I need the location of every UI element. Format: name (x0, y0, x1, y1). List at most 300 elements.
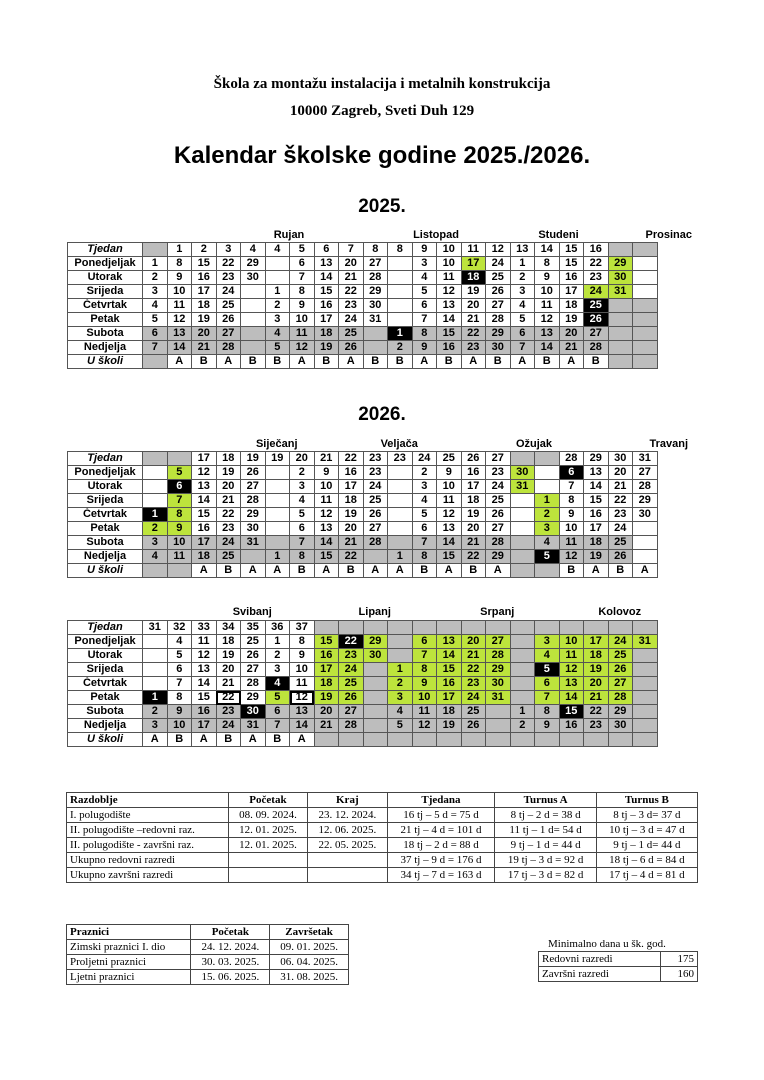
week-number-cell (486, 621, 511, 635)
year-heading: 2026. (358, 404, 406, 425)
day-cell: 1 (510, 257, 535, 271)
day-cell: 13 (314, 522, 339, 536)
day-cell (388, 299, 413, 313)
day-cell: 2 (290, 466, 315, 480)
table-cell: 8 tj – 3 d= 37 d (596, 808, 697, 823)
week-number-cell: 13 (510, 243, 535, 257)
table-cell: 17 tj – 3 d = 82 d (495, 868, 596, 883)
table-cell: Ukupno redovni razredi (67, 853, 229, 868)
day-cell (265, 466, 290, 480)
week-number-cell (510, 452, 535, 466)
day-cell: 12 (192, 466, 217, 480)
day-cell: 25 (363, 494, 388, 508)
day-cell: 5 (412, 508, 437, 522)
day-cell: 18 (437, 705, 462, 719)
day-cell (510, 635, 535, 649)
day-cell: 31 (241, 719, 266, 733)
day-cell: 20 (559, 327, 584, 341)
week-number-cell: 5 (290, 243, 315, 257)
table-cell: 175 (661, 952, 698, 967)
shift-cell (437, 733, 462, 747)
shift-cell: A (510, 355, 535, 369)
day-cell: 25 (241, 635, 266, 649)
table-row (67, 853, 698, 868)
day-cell: 23 (216, 271, 241, 285)
day-cell: 26 (241, 649, 266, 663)
day-cell: 24 (216, 536, 241, 550)
school-row (68, 355, 658, 369)
shift-cell: B (290, 564, 315, 578)
day-cell: 1 (143, 508, 168, 522)
day-cell: 17 (314, 663, 339, 677)
week-row (68, 452, 658, 466)
day-cell: 19 (314, 341, 339, 355)
shift-cell (314, 733, 339, 747)
day-cell: 18 (461, 271, 486, 285)
day-cell: 21 (314, 719, 339, 733)
month-label: Kolovoz (598, 606, 642, 618)
shift-cell: B (461, 564, 486, 578)
day-cell: 7 (412, 313, 437, 327)
day-cell: 24 (216, 719, 241, 733)
day-cell: 13 (437, 522, 462, 536)
shift-cell: B (314, 355, 339, 369)
table-cell: Proljetni praznici (67, 955, 191, 970)
day-cell: 14 (535, 341, 560, 355)
day-cell: 16 (192, 522, 217, 536)
month-label: Ožujak (515, 438, 553, 450)
day-cell: 23 (339, 299, 364, 313)
day-cell (241, 285, 266, 299)
table-row (539, 952, 698, 967)
week-number-cell: 4 (241, 243, 266, 257)
day-cell (143, 635, 168, 649)
day-cell (241, 327, 266, 341)
day-cell: 6 (559, 466, 584, 480)
day-cell: 28 (584, 341, 609, 355)
day-cell: 26 (216, 313, 241, 327)
day-cell: 16 (314, 649, 339, 663)
shift-cell (388, 733, 413, 747)
shift-cell: B (388, 355, 413, 369)
day-cell: 1 (265, 635, 290, 649)
day-cell: 24 (608, 522, 633, 536)
header-cell: Razdoblje (67, 793, 229, 808)
day-cell: 29 (241, 508, 266, 522)
shift-cell (535, 733, 560, 747)
day-cell: 5 (290, 508, 315, 522)
week-number-cell: 6 (314, 243, 339, 257)
day-cell: 17 (461, 480, 486, 494)
table-cell: 8 tj – 2 d = 38 d (495, 808, 596, 823)
day-cell: 10 (167, 719, 192, 733)
day-cell: 27 (486, 522, 511, 536)
day-cell: 25 (608, 649, 633, 663)
row-label: Srijeda (68, 285, 143, 299)
week-number-cell: 4 (265, 243, 290, 257)
day-row (68, 522, 658, 536)
day-cell: 2 (535, 508, 560, 522)
day-cell: 17 (584, 522, 609, 536)
day-cell: 28 (241, 677, 266, 691)
day-cell: 27 (363, 257, 388, 271)
day-cell: 18 (314, 677, 339, 691)
week-number-cell (143, 243, 168, 257)
day-cell: 22 (584, 257, 609, 271)
day-cell: 24 (486, 480, 511, 494)
week-number-cell (633, 621, 658, 635)
day-row (68, 299, 658, 313)
day-cell: 29 (241, 257, 266, 271)
day-cell (633, 550, 658, 564)
day-cell: 1 (143, 257, 168, 271)
shift-cell: B (216, 564, 241, 578)
table-cell: 08. 09. 2024. (228, 808, 307, 823)
day-cell: 8 (167, 257, 192, 271)
table-cell: Redovni razredi (539, 952, 661, 967)
day-cell: 30 (486, 677, 511, 691)
day-cell: 4 (265, 677, 290, 691)
day-cell: 6 (412, 299, 437, 313)
month-label: Rujan (273, 229, 305, 241)
day-cell: 3 (535, 635, 560, 649)
month-label: Studeni (538, 229, 579, 241)
week-number-cell: 26 (461, 452, 486, 466)
day-cell: 6 (290, 257, 315, 271)
day-cell: 11 (167, 550, 192, 564)
row-label: Petak (68, 313, 143, 327)
day-cell (143, 677, 168, 691)
table-row (539, 967, 698, 982)
holidays-table (66, 924, 349, 985)
day-cell: 14 (584, 480, 609, 494)
day-row (68, 257, 658, 271)
day-cell: 29 (486, 550, 511, 564)
day-cell: 4 (167, 635, 192, 649)
week-number-cell (388, 621, 413, 635)
shift-cell: A (363, 564, 388, 578)
row-label: Subota (68, 536, 143, 550)
day-cell: 24 (584, 285, 609, 299)
shift-cell: A (559, 355, 584, 369)
day-cell: 22 (608, 494, 633, 508)
table-cell: II. polugodište –redovni raz. (67, 823, 229, 838)
week-number-cell: 36 (265, 621, 290, 635)
row-label: Tjedan (68, 621, 143, 635)
day-cell: 22 (461, 550, 486, 564)
day-cell: 25 (584, 299, 609, 313)
day-cell: 18 (584, 649, 609, 663)
header-cell: Praznici (67, 925, 191, 940)
week-number-cell (559, 621, 584, 635)
table-cell: Ljetni praznici (67, 970, 191, 985)
day-cell: 20 (216, 480, 241, 494)
shift-cell: A (192, 564, 217, 578)
shift-cell: A (167, 355, 192, 369)
week-row (68, 621, 658, 635)
day-cell (633, 677, 658, 691)
day-cell: 2 (412, 466, 437, 480)
day-row (68, 719, 658, 733)
day-cell: 17 (192, 719, 217, 733)
minimum-days-title: Minimalno dana u šk. god. (548, 938, 666, 950)
day-cell: 9 (314, 466, 339, 480)
day-cell: 15 (584, 494, 609, 508)
day-cell (388, 635, 413, 649)
day-row (68, 635, 658, 649)
day-cell: 19 (339, 508, 364, 522)
table-cell (308, 868, 387, 883)
day-cell (633, 341, 658, 355)
header-cell: Kraj (308, 793, 387, 808)
day-cell: 6 (167, 663, 192, 677)
row-label: Tjedan (68, 243, 143, 257)
table-cell: 24. 12. 2024. (191, 940, 270, 955)
day-cell: 13 (437, 635, 462, 649)
day-row (68, 663, 658, 677)
day-cell: 3 (143, 536, 168, 550)
day-cell: 3 (412, 480, 437, 494)
day-cell: 15 (192, 257, 217, 271)
day-cell: 9 (535, 719, 560, 733)
day-cell: 24 (363, 480, 388, 494)
day-cell: 11 (437, 271, 462, 285)
week-number-cell: 18 (216, 452, 241, 466)
day-cell (241, 341, 266, 355)
day-cell: 26 (486, 508, 511, 522)
day-cell: 30 (363, 649, 388, 663)
day-cell: 16 (559, 719, 584, 733)
shift-cell: B (192, 355, 217, 369)
day-cell: 3 (290, 480, 315, 494)
shift-cell (486, 733, 511, 747)
day-cell (143, 663, 168, 677)
day-cell: 13 (559, 677, 584, 691)
week-number-cell: 28 (559, 452, 584, 466)
day-cell (143, 494, 168, 508)
header-cell: Početak (191, 925, 270, 940)
day-cell: 17 (314, 313, 339, 327)
day-cell: 5 (143, 313, 168, 327)
week-number-cell: 20 (290, 452, 315, 466)
day-cell: 5 (510, 313, 535, 327)
day-cell: 31 (363, 313, 388, 327)
day-cell: 21 (216, 494, 241, 508)
day-row (68, 466, 658, 480)
row-label: Utorak (68, 649, 143, 663)
row-label: Utorak (68, 271, 143, 285)
week-number-cell (510, 621, 535, 635)
day-cell: 7 (290, 271, 315, 285)
day-cell: 28 (486, 649, 511, 663)
day-cell: 30 (241, 522, 266, 536)
day-cell: 30 (363, 299, 388, 313)
day-cell: 6 (143, 327, 168, 341)
day-cell: 19 (461, 285, 486, 299)
table-header-row (67, 793, 698, 808)
day-cell (633, 691, 658, 705)
day-cell: 8 (167, 508, 192, 522)
shift-cell: A (461, 355, 486, 369)
day-cell: 4 (290, 494, 315, 508)
day-cell: 10 (535, 285, 560, 299)
day-cell: 17 (584, 635, 609, 649)
day-cell: 9 (559, 508, 584, 522)
day-cell (510, 494, 535, 508)
day-cell: 3 (143, 285, 168, 299)
day-cell: 20 (461, 299, 486, 313)
day-cell: 29 (608, 257, 633, 271)
day-cell: 2 (143, 705, 168, 719)
day-cell: 23 (461, 341, 486, 355)
day-cell: 19 (559, 313, 584, 327)
day-cell: 20 (461, 522, 486, 536)
year-heading: 2025. (358, 196, 406, 217)
day-cell: 11 (167, 299, 192, 313)
day-cell: 26 (339, 341, 364, 355)
day-cell: 21 (461, 313, 486, 327)
week-number-cell: 25 (437, 452, 462, 466)
day-cell (388, 536, 413, 550)
week-number-cell: 22 (339, 452, 364, 466)
day-cell: 29 (241, 691, 266, 705)
day-cell: 1 (143, 691, 168, 705)
day-cell (265, 271, 290, 285)
day-row (68, 480, 658, 494)
day-cell: 22 (216, 508, 241, 522)
day-cell: 28 (486, 536, 511, 550)
day-cell: 31 (608, 285, 633, 299)
week-number-cell: 33 (192, 621, 217, 635)
day-cell (363, 719, 388, 733)
day-cell: 10 (412, 691, 437, 705)
shift-cell: B (535, 355, 560, 369)
day-cell: 1 (265, 285, 290, 299)
day-cell: 4 (510, 299, 535, 313)
day-cell: 29 (363, 635, 388, 649)
table-cell: 22. 05. 2025. (308, 838, 387, 853)
day-cell: 10 (437, 480, 462, 494)
day-cell: 30 (608, 719, 633, 733)
day-cell: 18 (216, 635, 241, 649)
month-label: Veljača (380, 438, 418, 450)
day-cell (535, 466, 560, 480)
table-cell: II. polugodište - završni raz. (67, 838, 229, 853)
day-cell: 7 (412, 536, 437, 550)
shift-cell: A (314, 564, 339, 578)
day-cell: 29 (486, 327, 511, 341)
day-cell: 9 (167, 522, 192, 536)
row-label: Ponedjeljak (68, 466, 143, 480)
school-row (68, 564, 658, 578)
day-cell: 15 (559, 257, 584, 271)
row-label: Srijeda (68, 663, 143, 677)
day-cell: 21 (192, 341, 217, 355)
day-cell (265, 494, 290, 508)
week-number-cell: 16 (584, 243, 609, 257)
day-cell (363, 550, 388, 564)
row-label: Ponedjeljak (68, 257, 143, 271)
day-cell: 16 (314, 299, 339, 313)
day-cell (388, 466, 413, 480)
day-cell: 21 (461, 649, 486, 663)
day-cell: 6 (412, 522, 437, 536)
day-cell: 4 (535, 649, 560, 663)
day-cell: 8 (535, 705, 560, 719)
row-label: Četvrtak (68, 508, 143, 522)
shift-cell: A (290, 355, 315, 369)
day-cell: 7 (265, 719, 290, 733)
day-cell (510, 550, 535, 564)
day-cell (363, 705, 388, 719)
month-label: Prosinac (645, 229, 692, 241)
day-cell: 22 (339, 550, 364, 564)
table-cell: Završni razredi (539, 967, 661, 982)
day-cell: 17 (559, 285, 584, 299)
table-cell: 9 tj – 1 d = 44 d (495, 838, 596, 853)
header-cell: Turnus A (495, 793, 596, 808)
day-cell: 29 (633, 494, 658, 508)
shift-cell (412, 733, 437, 747)
day-cell: 26 (608, 550, 633, 564)
day-cell: 18 (559, 299, 584, 313)
day-cell: 27 (633, 466, 658, 480)
week-number-cell (535, 621, 560, 635)
periods-table (66, 792, 698, 883)
day-cell (633, 719, 658, 733)
day-cell: 28 (633, 480, 658, 494)
day-cell: 5 (265, 691, 290, 705)
day-cell: 6 (412, 635, 437, 649)
day-cell (608, 299, 633, 313)
week-number-cell: 23 (363, 452, 388, 466)
day-cell: 14 (192, 677, 217, 691)
day-cell: 9 (437, 466, 462, 480)
day-cell: 14 (314, 536, 339, 550)
day-row (68, 649, 658, 663)
day-cell: 9 (290, 299, 315, 313)
day-cell: 26 (241, 466, 266, 480)
week-number-cell: 17 (192, 452, 217, 466)
day-cell: 5 (388, 719, 413, 733)
week-number-cell (584, 621, 609, 635)
table-row (67, 838, 698, 853)
day-cell: 8 (412, 550, 437, 564)
day-cell: 4 (143, 550, 168, 564)
day-cell: 12 (412, 719, 437, 733)
day-cell (363, 691, 388, 705)
week-number-cell (339, 621, 364, 635)
day-cell: 12 (535, 313, 560, 327)
day-cell (388, 271, 413, 285)
day-cell: 22 (339, 635, 364, 649)
day-cell: 7 (290, 536, 315, 550)
day-row (68, 550, 658, 564)
week-number-cell: 14 (535, 243, 560, 257)
month-label: Lipanj (358, 606, 391, 618)
day-cell: 10 (167, 536, 192, 550)
day-cell: 14 (437, 313, 462, 327)
day-cell: 26 (461, 719, 486, 733)
shift-cell (363, 733, 388, 747)
day-cell: 23 (216, 522, 241, 536)
day-cell: 10 (314, 480, 339, 494)
day-cell: 12 (437, 285, 462, 299)
day-cell: 18 (461, 494, 486, 508)
week-number-cell: 35 (241, 621, 266, 635)
day-cell: 6 (290, 522, 315, 536)
day-row (68, 691, 658, 705)
